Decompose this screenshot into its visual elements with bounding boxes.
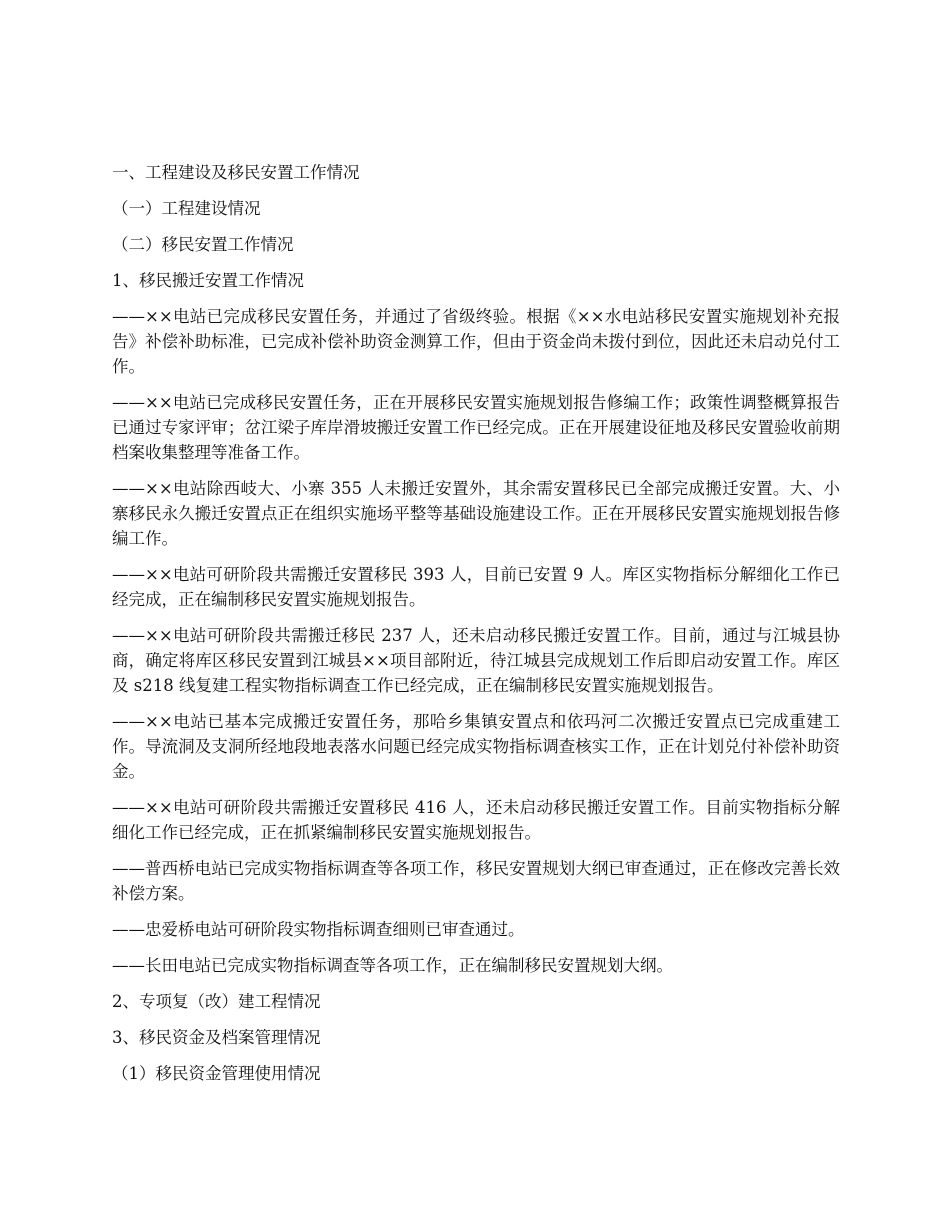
body-paragraph: ——××电站可研阶段共需搬迁安置移民 393 人，目前已安置 9 人。库区实物指标分解细化工作已经完成，正在编制移民安置实施规划报告。 xyxy=(112,565,840,609)
item-heading-1: 1、移民搬迁安置工作情况 xyxy=(112,271,304,290)
body-paragraph: ——××电站可研阶段共需搬迁移民 237 人，还未启动移民搬迁安置工作。目前，通过与江城县协商，确定将库区移民安置到江城县××项目部附近，待江城县完成规划工作后即启动安置工作。库区及 s218 线复建工程实物指标调查工作已经完成，正在编制移民安置实施规划报告。 xyxy=(112,626,840,695)
body-paragraph: ——××电站已完成移民安置任务，正在开展移民安置实施规划报告修编工作；政策性调整概算报告已通过专家评审；岔江梁子库岸滑坡搬迁安置工作已经完成。正在开展建设征地及移民安置验收前期档案收集整理等准备工作。 xyxy=(112,393,840,462)
body-paragraph: ——××电站除西岐大、小寨 355 人未搬迁安置外，其余需安置移民已全部完成搬迁安置。大、小寨移民永久搬迁安置点正在组织实施场平整等基础设施建设工作。正在开展移民安置实施规划报告修编工作。 xyxy=(112,479,840,548)
body-paragraph: ——××电站已基本完成搬迁安置任务，那哈乡集镇安置点和依玛河二次搬迁安置点已完成重建工作。导流洞及支洞所经地段地表落水问题已经完成实物指标调查核实工作，正在计划兑付补偿补助资金。 xyxy=(112,712,840,781)
item-heading-3: 3、移民资金及档案管理情况 xyxy=(112,1028,321,1047)
body-paragraph: ——普西桥电站已完成实物指标调查等各项工作，移民安置规划大纲已审查通过，正在修改完善长效补偿方案。 xyxy=(112,859,840,903)
body-paragraph: ——忠爱桥电站可研阶段实物指标调查细则已审查通过。 xyxy=(112,920,525,939)
item-heading-2: 2、专项复（改）建工程情况 xyxy=(112,992,321,1011)
subsection-heading-2: （二）移民安置工作情况 xyxy=(112,235,294,254)
document-body xyxy=(112,160,840,1097)
body-paragraph: ——××电站可研阶段共需搬迁安置移民 416 人，还未启动移民搬迁安置工作。目前实物指标分解细化工作已经完成，正在抓紧编制移民安置实施规划报告。 xyxy=(112,798,840,842)
section-heading-1: 一、工程建设及移民安置工作情况 xyxy=(112,163,360,182)
body-paragraph: ——××电站已完成移民安置任务，并通过了省级终验。根据《××水电站移民安置实施规划补充报告》补偿补助标准，已完成补偿补助资金测算工作，但由于资金尚未拨付到位，因此还未启动兑付工作。 xyxy=(112,307,840,376)
body-paragraph: ——长田电站已完成实物指标调查等各项工作，正在编制移民安置规划大纲。 xyxy=(112,956,673,975)
subsection-heading-1: （一）工程建设情况 xyxy=(112,199,261,218)
sub-item-heading-1: （1）移民资金管理使用情况 xyxy=(112,1064,321,1083)
